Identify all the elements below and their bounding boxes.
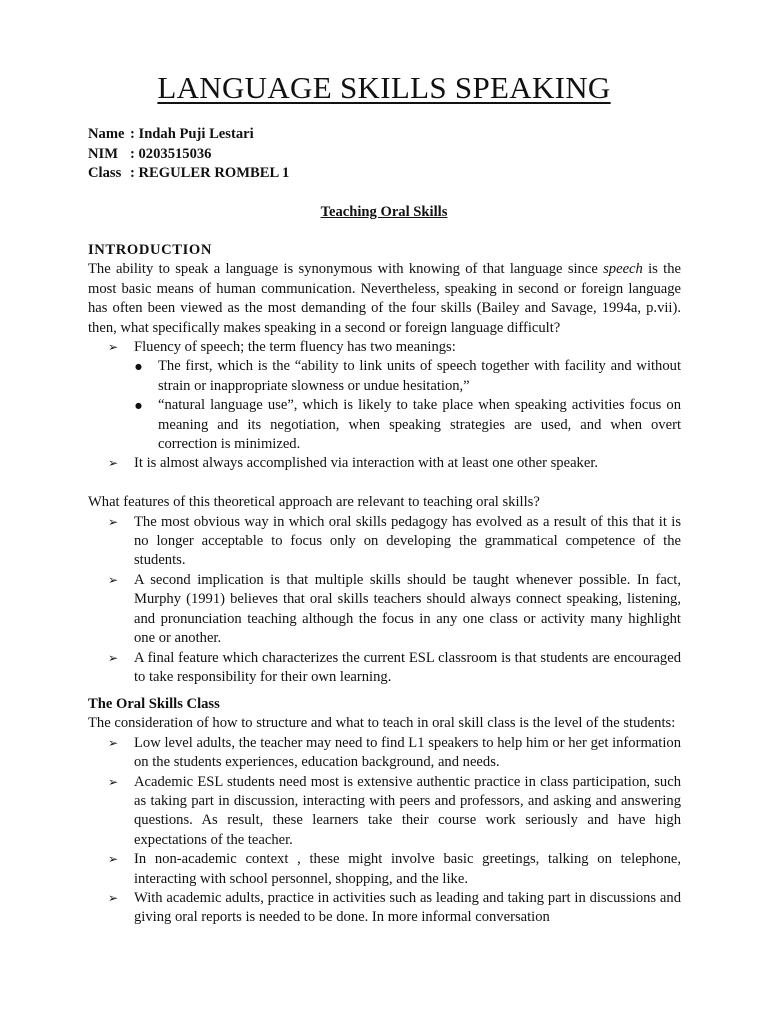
oral-skills-class-section: [88, 695, 681, 928]
section-subtitle: Teaching Oral Skills: [320, 204, 448, 220]
features-question: What features of this theoretical approach are relevant to teaching oral skills?: [88, 494, 540, 511]
info-label: NIM: [88, 145, 118, 162]
introduction-paragraph: The ability to speak a language is synonymous with knowing of that language since speech is the most basic means of human communication. Nevertheless, speaking in second or foreign language has often been viewed as the most demanding of the four skills (Bailey and Savage, 1994a, p.vii). then, what specifically makes speaking in a second or foreign language difficult?: [88, 261, 681, 336]
sub-list-item: ● The first, which is the “ability to link units of speech together with facility and without strain or inappropriate slowness or undue hesitation,”: [88, 357, 681, 396]
list-item: ➢ Academic ESL students need most is extensive authentic practice in class participation, such as taking part in discussion, interacting with peers and professors, and asking and answering questions. As result, these learners take their course work seriously and have high expectations of the teacher.: [88, 773, 681, 851]
introduction-section: [88, 241, 681, 687]
list-item: ➢ It is almost always accomplished via interaction with at least one other speaker.: [88, 454, 681, 473]
oral-skills-heading: The Oral Skills Class: [88, 696, 220, 712]
document-title: LANGUAGE SKILLS SPEAKING: [157, 70, 611, 105]
introduction-list: [88, 338, 681, 474]
info-row-nim: [88, 145, 289, 165]
student-info: [88, 125, 289, 184]
introduction-heading: INTRODUCTION: [88, 242, 212, 258]
list-item: ➢ A second implication is that multiple skills should be taught whenever possible. In fact, Murphy (1991) believes that oral skills teachers should always connect speaking, listening, and pronunciation teaching although the focus in any one class or activity many highlight one or another.: [88, 571, 681, 649]
emphasis-speech: speech: [603, 261, 643, 278]
info-row-class: [88, 164, 289, 184]
oral-skills-list: [88, 734, 681, 928]
info-value: : Indah Puji Lestari: [130, 126, 254, 142]
info-row-name: [88, 125, 289, 145]
info-value: : REGULER ROMBEL 1: [130, 165, 290, 181]
info-label: Class: [88, 165, 122, 181]
info-value: : 0203515036: [130, 145, 212, 162]
features-list: [88, 513, 681, 688]
list-item: ➢ Low level adults, the teacher may need to find L1 speakers to help him or her get information on the students experiences, education background, and needs.: [88, 734, 681, 773]
list-item: ➢ In non-academic context , these might involve basic greetings, talking on telephone, interacting with school personnel, shopping, and the like.: [88, 850, 681, 889]
info-label: Name: [88, 126, 125, 142]
list-item: ➢ Fluency of speech; the term fluency has two meanings:: [88, 338, 681, 357]
list-item: ➢ With academic adults, practice in activities such as leading and taking part in discussions and giving oral reports is needed to be done. In more informal conversation: [88, 889, 681, 928]
oral-skills-paragraph: The consideration of how to structure and what to teach in oral skill class is the level of the students:: [88, 715, 676, 732]
sub-list-item: ● “natural language use”, which is likely to take place when speaking activities focus on meaning and its negotiation, when speaking strategies are used, and when overt correction is minimized.: [88, 396, 681, 454]
list-item: ➢ The most obvious way in which oral skills pedagogy has evolved as a result of this that it is no longer acceptable to focus only on developing the grammatical competence of the students.: [88, 513, 681, 571]
list-item: ➢ A final feature which characterizes the current ESL classroom is that students are encouraged to take responsibility for their own learning.: [88, 649, 681, 688]
